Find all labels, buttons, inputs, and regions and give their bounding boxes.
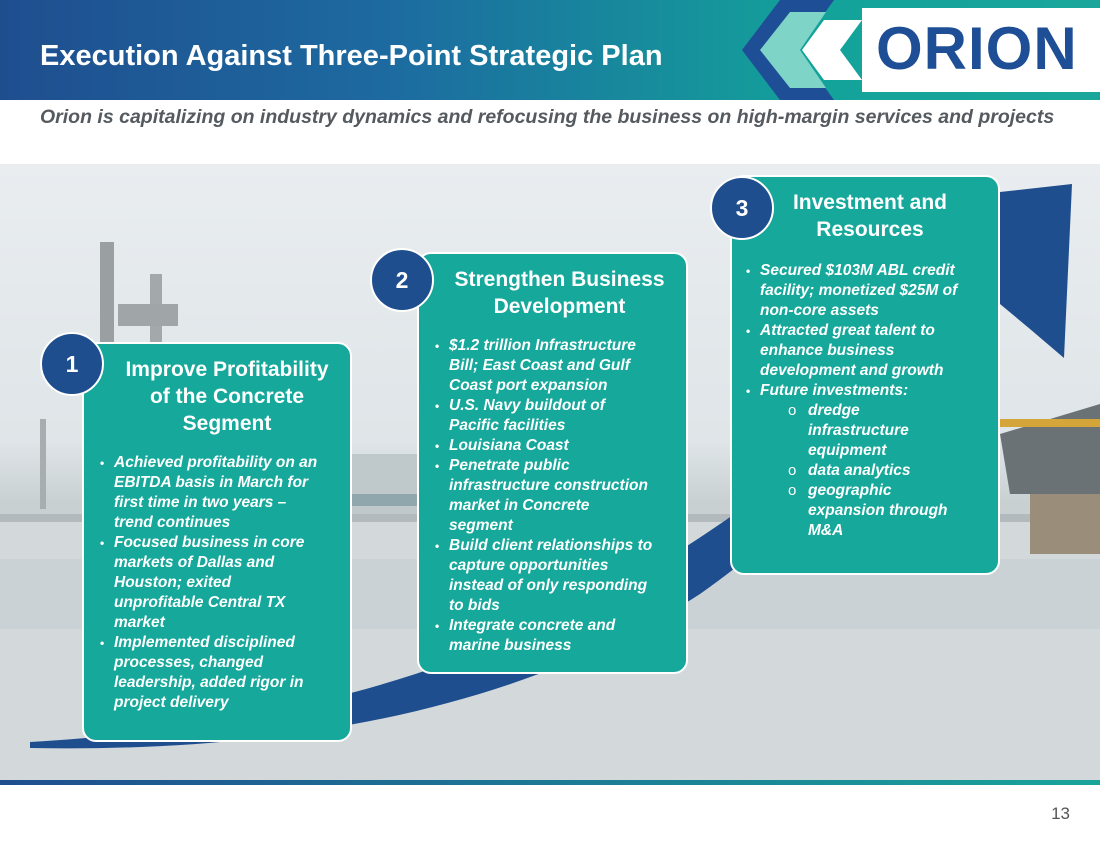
list-item: • Focused business in core markets of Dallas and Houston; exited unprofitable Central TX market [100, 534, 305, 631]
step-1-bullets [100, 453, 340, 713]
list-item: • Penetrate public infrastructure construction market in Concrete segment [435, 457, 648, 534]
step-3-bullets [746, 261, 988, 401]
list-item: • Integrate concrete and marine business [435, 617, 616, 654]
list-item: • Future investments: [746, 382, 909, 399]
step-2-card [417, 252, 688, 674]
step-3-card [730, 175, 1000, 575]
slide-title: Execution Against Three-Point Strategic Plan [40, 40, 663, 72]
list-item: o data analytics [788, 462, 911, 479]
page-number: 13 [1051, 804, 1070, 823]
list-item: • $1.2 trillion Infrastructure Bill; East Coast and Gulf Coast port expansion [435, 337, 636, 394]
step-3-sub-bullets [746, 401, 988, 541]
step-1-card [82, 342, 352, 742]
logo-wordmark: ORION [876, 15, 1078, 82]
step-2-bullets [435, 336, 676, 656]
list-item: • Build client relationships to capture opportunities instead of only responding to bids [435, 537, 653, 614]
list-item: • Attracted great talent to enhance business development and growth [746, 322, 944, 379]
list-item: • Louisiana Coast [435, 437, 569, 454]
list-item: o geographic expansion through M&A [788, 482, 948, 539]
list-item: • U.S. Navy buildout of Pacific facilities [435, 397, 605, 434]
slide-subtitle: Orion is capitalizing on industry dynamics and refocusing the business on high-margin services and projects [40, 106, 1055, 128]
list-item: • Implemented disciplined processes, changed leadership, added rigor in project delivery [100, 634, 304, 711]
step-2-badge: 2 [370, 248, 434, 312]
step-1-title: Improve Profitability of the Concrete Segment [125, 358, 329, 435]
list-item: • Achieved profitability on an EBITDA basis in March for first time in two years – trend continues [100, 454, 318, 531]
footer-bar [0, 780, 1100, 785]
step-3-badge: 3 [710, 176, 774, 240]
step-3-title: Investment and Resources [792, 191, 948, 241]
step-1-badge: 1 [40, 332, 104, 396]
list-item: • Secured $103M ABL credit facility; monetized $25M of non-core assets [746, 262, 958, 319]
step-2-title: Strengthen Business Development [454, 268, 665, 318]
list-item: o dredge infrastructure equipment [788, 402, 909, 459]
